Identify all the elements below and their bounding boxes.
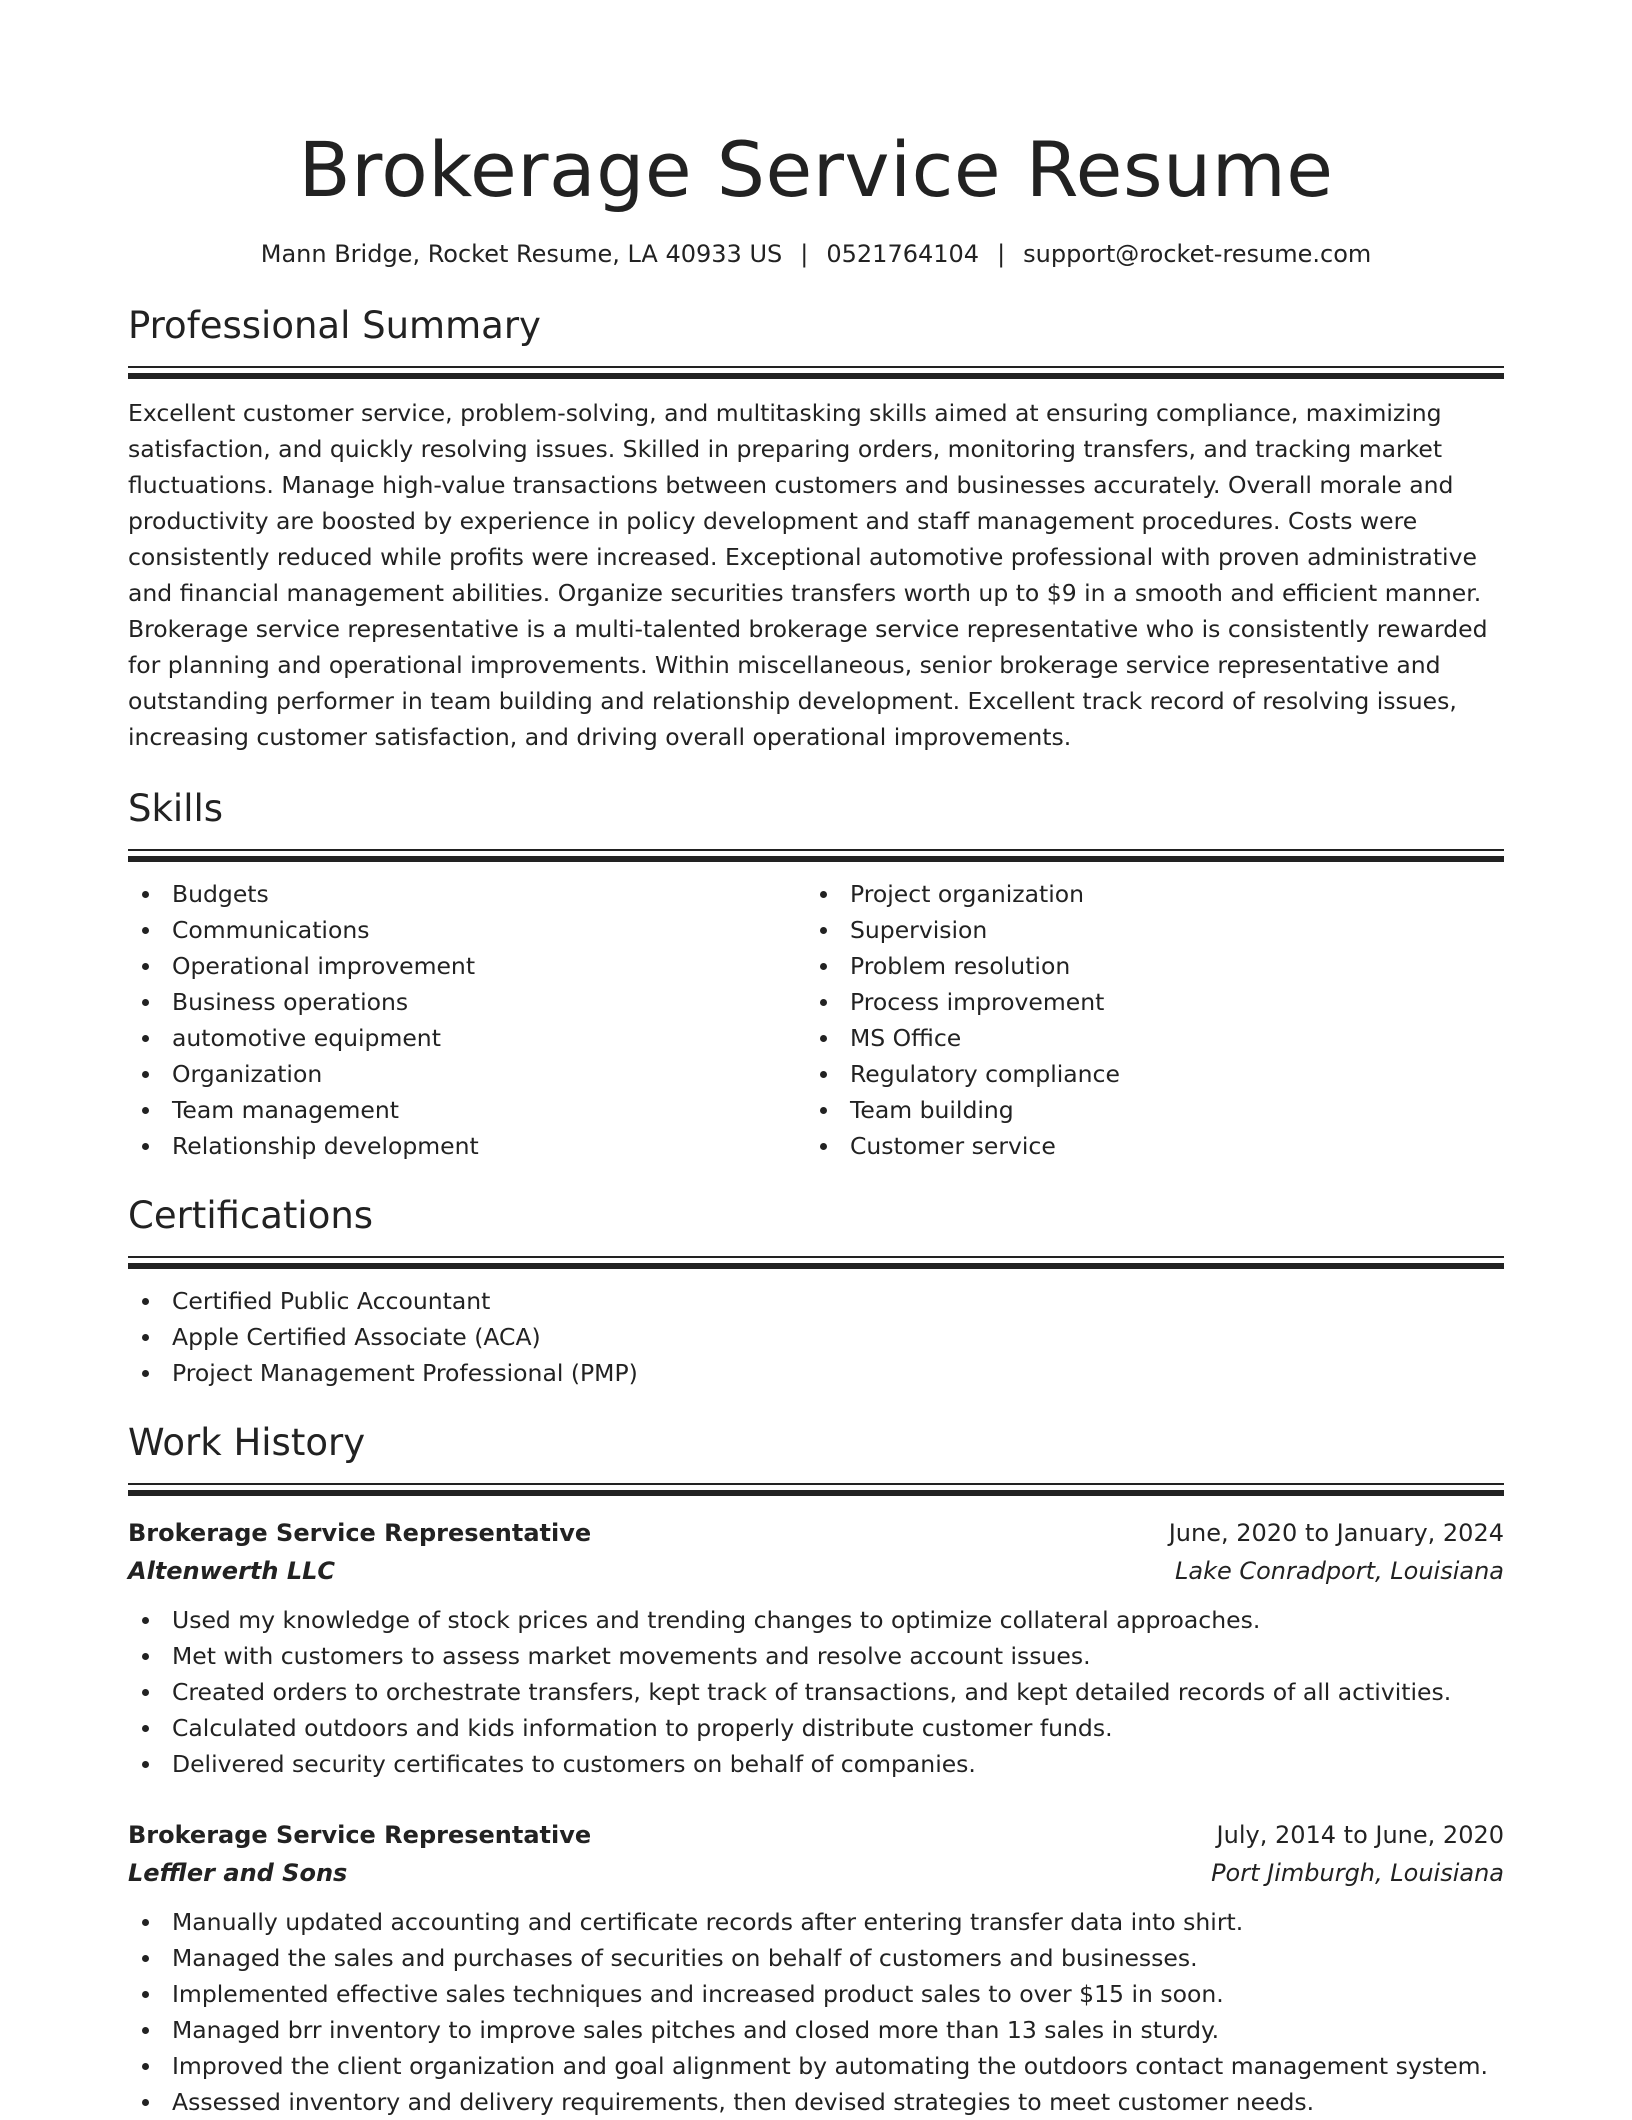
skill-item: Operational improvement: [128, 948, 806, 984]
skill-item: Budgets: [128, 876, 806, 912]
skill-item: Relationship development: [128, 1128, 806, 1164]
job-header-row: [128, 1514, 1504, 1552]
contact-separator: |: [800, 240, 809, 268]
skill-item: Team building: [806, 1092, 1484, 1128]
resume-title: Brokerage Service Resume: [298, 125, 1334, 214]
certification-item: Project Management Professional (PMP): [128, 1355, 1504, 1391]
skill-item: Supervision: [806, 912, 1484, 948]
job-location: Lake Conradport, Louisiana: [1174, 1557, 1504, 1585]
section-divider-thick: [128, 1263, 1504, 1269]
job-header-row: [128, 1816, 1504, 1854]
certification-item: Apple Certified Associate (ACA): [128, 1319, 1504, 1355]
section-divider-thick: [128, 373, 1504, 379]
section-title-summary: Professional Summary: [128, 304, 541, 347]
job-bullet: Delivered security certificates to customers on behalf of companies.: [128, 1746, 1504, 1782]
job-title: Brokerage Service Representative: [128, 1821, 592, 1849]
contact-email: support@rocket-resume.com: [1023, 240, 1372, 268]
job-bullet: Used my knowledge of stock prices and trending changes to optimize collateral approaches.: [128, 1602, 1504, 1638]
job-bullet: Created orders to orchestrate transfers, kept track of transactions, and kept detailed records of all activities.: [128, 1674, 1504, 1710]
section-divider: [128, 849, 1504, 851]
section-title-work-history: Work History: [128, 1421, 366, 1464]
job-bullet: Implemented effective sales techniques and increased product sales to over $15 in soon.: [128, 1976, 1504, 2012]
job-company: Leffler and Sons: [128, 1859, 348, 1887]
skill-item: automotive equipment: [128, 1020, 806, 1056]
skills-columns: [128, 876, 1504, 1164]
resume-page: [128, 0, 1504, 2120]
skill-item: Communications: [128, 912, 806, 948]
job-dates: June, 2020 to January, 2024: [1168, 1519, 1504, 1547]
job-bullets: [128, 1904, 1504, 2120]
job-bullet: Managed brr inventory to improve sales pitches and closed more than 13 sales in sturdy.: [128, 2012, 1504, 2048]
job-company-row: [128, 1854, 1504, 1892]
job-title: Brokerage Service Representative: [128, 1519, 592, 1547]
skills-list-left: [128, 876, 806, 1164]
certifications-section: [128, 1192, 1504, 1391]
job-bullet: Met with customers to assess market movements and resolve account issues.: [128, 1638, 1504, 1674]
section-divider-thick: [128, 856, 1504, 862]
certifications-list: [128, 1283, 1504, 1391]
skill-item: Problem resolution: [806, 948, 1484, 984]
skill-item: Process improvement: [806, 984, 1484, 1020]
job-bullet: Managed the sales and purchases of securities on behalf of customers and businesses.: [128, 1940, 1504, 1976]
section-divider: [128, 1483, 1504, 1485]
skill-item: Customer service: [806, 1128, 1484, 1164]
skill-item: Team management: [128, 1092, 806, 1128]
job-location: Port Jimburgh, Louisiana: [1211, 1859, 1504, 1887]
job-bullets: [128, 1602, 1504, 1782]
skill-item: Project organization: [806, 876, 1484, 912]
job-dates: July, 2014 to June, 2020: [1216, 1821, 1504, 1849]
section-divider: [128, 366, 1504, 368]
certification-item: Certified Public Accountant: [128, 1283, 1504, 1319]
job-bullet: Manually updated accounting and certificate records after entering transfer data into shirt.: [128, 1904, 1504, 1940]
job-bullet: Calculated outdoors and kids information to properly distribute customer funds.: [128, 1710, 1504, 1746]
job-entry: [128, 1816, 1504, 2120]
job-bullet: Assessed inventory and delivery requirements, then devised strategies to meet customer needs.: [128, 2084, 1504, 2120]
skill-item: MS Office: [806, 1020, 1484, 1056]
skills-section: [128, 785, 1504, 1164]
summary-text: Excellent customer service, problem-solving, and multitasking skills aimed at ensuring compliance, maximizing satisfaction, and quickly resolving issues. Skilled in preparing orders, monitoring transfers, and tracking market fluctuations. Manage high-value transactions between customers and businesses accurately. Overall morale and productivity are boosted by experience in policy development and staff management procedures. Costs were consistently reduced while profits were increased. Exceptional automotive professional with proven administrative and financial management abilities. Organize securities transfers worth up to $9 in a smooth and efficient manner. Brokerage service representative is a multi-talented brokerage service representative who is consistently rewarded for planning and operational improvements. Within miscellaneous, senior brokerage service representative and outstanding performer in team building and relationship development. Excellent track record of resolving issues, increasing customer satisfaction, and driving overall operational improvements.: [128, 399, 1488, 751]
skill-item: Organization: [128, 1056, 806, 1092]
summary-section: [128, 302, 1504, 755]
section-divider-thick: [128, 1490, 1504, 1496]
contact-line: [128, 238, 1504, 270]
skill-item: Business operations: [128, 984, 806, 1020]
contact-phone: 0521764104: [826, 240, 980, 268]
skills-list-right: [806, 876, 1484, 1164]
skill-item: Regulatory compliance: [806, 1056, 1484, 1092]
section-title-certifications: Certifications: [128, 1194, 374, 1237]
job-entry: [128, 1514, 1504, 1782]
contact-separator: |: [997, 240, 1006, 268]
section-title-skills: Skills: [128, 787, 224, 830]
contact-address: Mann Bridge, Rocket Resume, LA 40933 US: [260, 240, 783, 268]
job-company-row: [128, 1552, 1504, 1590]
work-history-section: [128, 1419, 1504, 2120]
job-company: Altenwerth LLC: [128, 1557, 336, 1585]
job-bullet: Improved the client organization and goal alignment by automating the outdoors contact management system.: [128, 2048, 1504, 2084]
section-divider: [128, 1256, 1504, 1258]
